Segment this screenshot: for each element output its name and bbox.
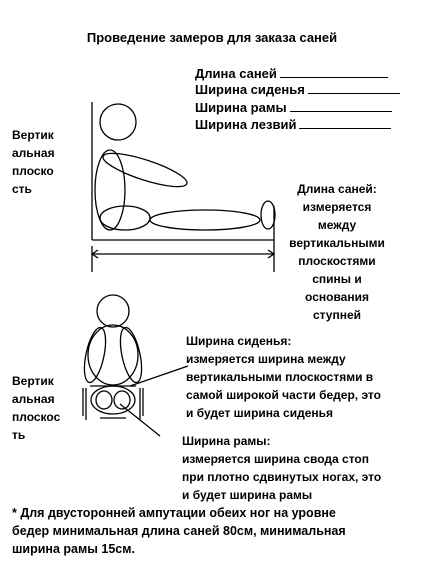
- vertical-plane-label-top: Вертик альная плоско сть: [12, 128, 55, 196]
- head-front: [97, 295, 129, 327]
- torso-front: [88, 325, 138, 385]
- page-title: Проведение замеров для заказа саней: [86, 30, 338, 45]
- form-label-seat-width: Ширина сиденья: [195, 82, 305, 97]
- side-view-diagram: [92, 102, 275, 272]
- leg-side: [150, 210, 260, 230]
- form-label-runner-width: Ширина лезвий: [195, 117, 297, 132]
- left-thigh-front: [96, 391, 112, 409]
- form-label-frame-width: Ширина рамы: [195, 100, 287, 115]
- seat-width-pointer: [130, 366, 188, 386]
- form-label-sled-length: Длина саней: [195, 66, 277, 81]
- footnote: * Для двусторонней ампутации обеих ног на уровне бедер минимальная длина саней 80см, минимальная ширина рамы 15см.: [12, 506, 346, 556]
- vertical-plane-label-bottom: Вертик альная плоскос ть: [12, 374, 61, 442]
- seat-width-description: Ширина сиденья: измеряется ширина между вертикальными плоскостями в самой широкой части бедер, это и будет ширина сиденья: [186, 334, 381, 420]
- arm-side: [100, 147, 190, 193]
- thigh-side: [100, 206, 150, 230]
- frame-width-description: Ширина рамы: измеряется ширина свода стоп при плотно сдвинутых ногах, это и будет ширина рамы: [182, 434, 382, 502]
- foot-side: [261, 201, 275, 229]
- front-view-diagram: [80, 295, 188, 436]
- head-side: [100, 104, 136, 140]
- hips-front: [91, 386, 135, 414]
- sled-length-description: Длина саней: измеряется между вертикальными плоскостями спины и основания ступней: [289, 182, 385, 322]
